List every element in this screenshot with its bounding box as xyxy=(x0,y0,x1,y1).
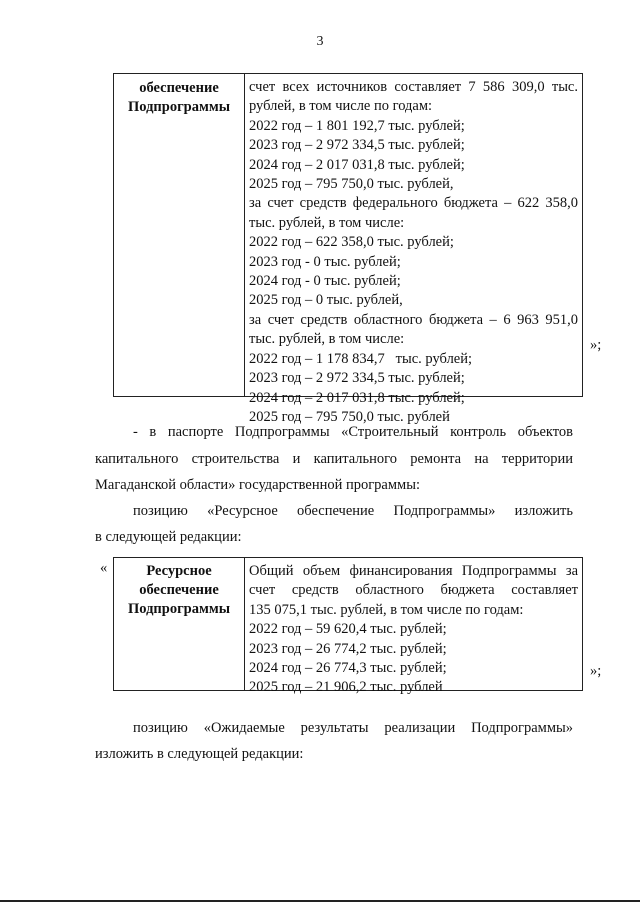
table1-line: рублей, в том числе по годам: xyxy=(249,98,433,115)
table2-line: 2024 год – 26 774,3 тыс. рублей; xyxy=(249,660,447,677)
table1-line: 2022 год – 622 358,0 тыс. рублей; xyxy=(249,234,454,251)
table1-label-line: Подпрограммы xyxy=(127,99,231,115)
table1-line: тыс. рублей, в том числе: xyxy=(249,214,405,231)
table1-line: 2024 год – 2 017 031,8 тыс. рублей; xyxy=(249,156,465,173)
table1-line: 2022 год – 1 178 834,7 тыс. рублей; xyxy=(249,350,473,367)
paragraph1-line: капитального строительства и капитального ремонта на территории xyxy=(95,451,573,467)
table1-label-cell xyxy=(114,74,245,396)
table2-line: 2025 год – 21 906,2 тыс. рублей xyxy=(249,679,443,696)
table1-line: 2023 год – 2 972 334,5 тыс. рублей; xyxy=(249,370,465,387)
table1-label-line: обеспечение xyxy=(139,80,219,96)
table2-line: Общий объем финансирования Подпрограммы за xyxy=(249,563,578,579)
resource-table-new xyxy=(113,557,583,696)
table2-content-cell xyxy=(245,558,582,696)
table2-close-quote: »; xyxy=(590,663,602,679)
table1-line: 2025 год – 795 750,0 тыс. рублей xyxy=(249,408,450,425)
table1-line: 2023 год - 0 тыс. рублей; xyxy=(249,253,401,270)
table1-line: 2023 год – 2 972 334,5 тыс. рублей; xyxy=(249,137,465,154)
paragraph2-line: позицию «Ресурсное обеспечение Подпрограммы» изложить xyxy=(133,503,573,519)
table2-label-line: обеспечение xyxy=(139,582,219,598)
paragraph3-line: изложить в следующей редакции: xyxy=(95,746,304,762)
paragraph1-line: Магаданской области» государственной программы: xyxy=(95,477,420,493)
table1-line: 2025 год – 795 750,0 тыс. рублей, xyxy=(249,176,454,193)
table1-line: 2024 год – 2 017 031,8 тыс. рублей; xyxy=(249,389,465,406)
table1-line: 2025 год – 0 тыс. рублей, xyxy=(249,292,403,309)
table1-line: 2024 год - 0 тыс. рублей; xyxy=(249,273,401,290)
table1-line: 2022 год – 1 801 192,7 тыс. рублей; xyxy=(249,117,465,134)
table2-line: 2022 год – 59 620,4 тыс. рублей; xyxy=(249,621,447,638)
table1-line: счет всех источников составляет 7 586 309,0 тыс. xyxy=(249,79,578,95)
table2-line: счет средств областного бюджета составляет xyxy=(249,582,578,599)
table1-line: за счет средств областного бюджета – 6 963 951,0 xyxy=(249,311,578,328)
table2-line: 2023 год – 26 774,2 тыс. рублей; xyxy=(249,640,447,657)
page-number: 3 xyxy=(316,34,324,49)
table1-close-quote: »; xyxy=(590,337,602,353)
table2-line: 135 075,1 тыс. рублей, в том числе по годам: xyxy=(249,601,524,618)
page-bottom-rule xyxy=(0,900,640,902)
table1-line: за счет средств федерального бюджета – 622 358,0 xyxy=(249,195,578,212)
table2-open-quote: « xyxy=(100,560,108,576)
table2-label-line: Ресурсное xyxy=(146,563,212,579)
paragraph1-line: - в паспорте Подпрограммы «Строительный контроль объектов xyxy=(133,424,573,440)
paragraph3-line: позицию «Ожидаемые результаты реализации Подпрограммы» xyxy=(133,720,573,736)
table2-label-cell xyxy=(114,558,245,690)
resource-table-continued xyxy=(113,73,583,425)
table1-line: тыс. рублей, в том числе: xyxy=(249,331,405,348)
paragraph2-line: в следующей редакции: xyxy=(95,529,242,545)
table1-content-cell xyxy=(245,74,582,425)
table2-label-line: Подпрограммы xyxy=(127,601,231,617)
